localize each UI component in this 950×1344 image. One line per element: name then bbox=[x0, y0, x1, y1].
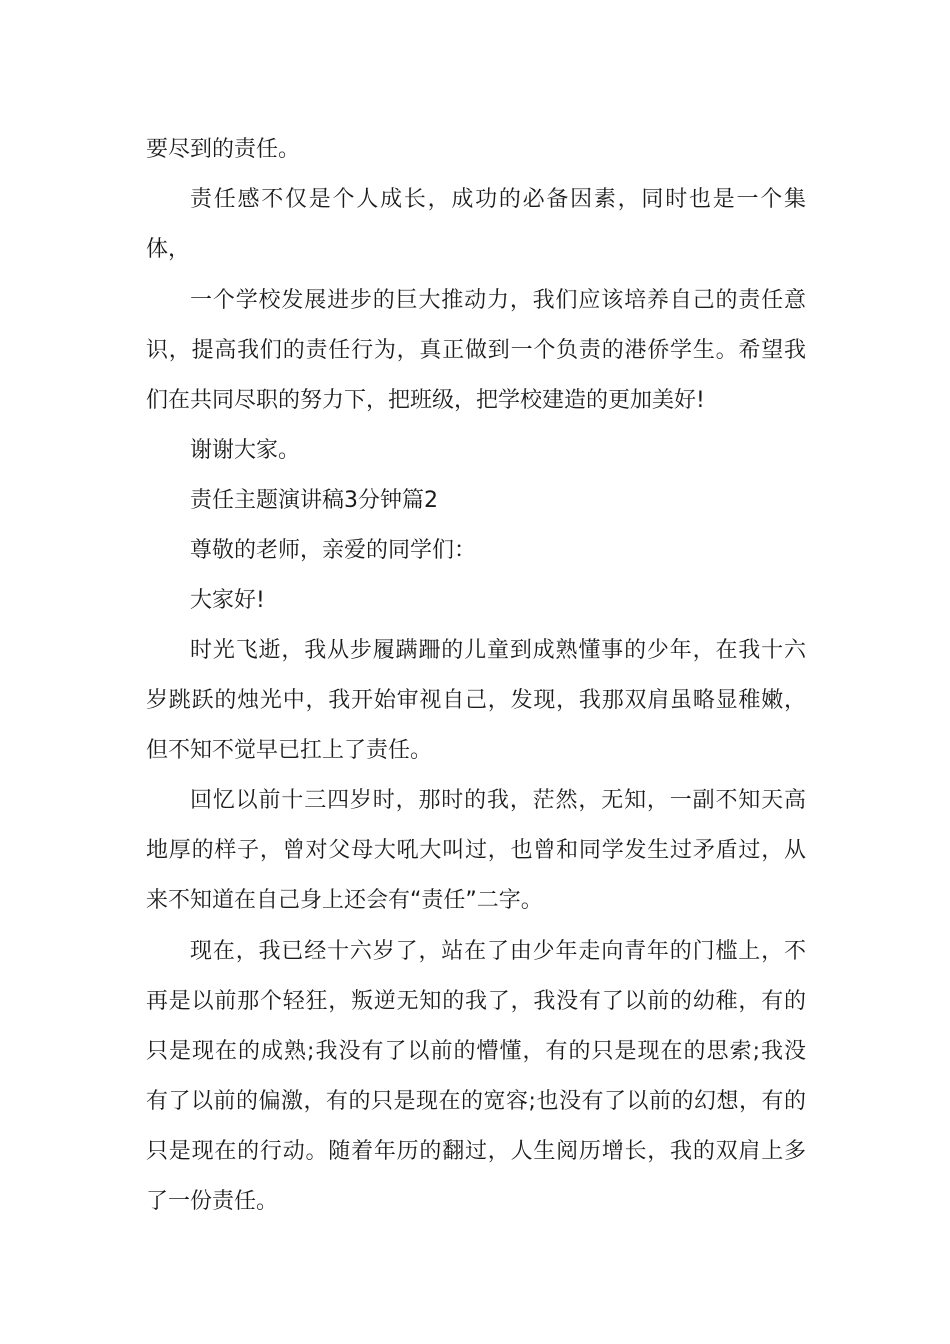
text-line: 谢谢大家。 bbox=[190, 438, 301, 463]
text-line: 有了以前的偏激，有的只是现在的宽容;也没有了以前的幻想，有的 bbox=[146, 1089, 806, 1114]
text-line: 了一份责任。 bbox=[146, 1189, 279, 1214]
text-line: 再是以前那个轻狂，叛逆无知的我了，我没有了以前的幼稚，有的 bbox=[146, 989, 806, 1014]
text-line: 尊敬的老师，亲爱的同学们： bbox=[190, 538, 477, 563]
text-line: 体， bbox=[146, 237, 191, 262]
text-line: 现在，我已经十六岁了，站在了由少年走向青年的门槛上，不 bbox=[190, 939, 806, 964]
text-line: 回忆以前十三四岁时，那时的我，茫然，无知，一副不知天高 bbox=[190, 788, 806, 813]
text-line: 地厚的样子，曾对父母大吼大叫过，也曾和同学发生过矛盾过，从 bbox=[146, 838, 806, 863]
text-line: 大家好! bbox=[190, 588, 265, 613]
text-line: 责任感不仅是个人成长，成功的必备因素，同时也是一个集 bbox=[190, 187, 806, 212]
section-heading: 责任主题演讲稿3分钟篇2 bbox=[190, 488, 438, 513]
text-line: 岁跳跃的烛光中，我开始审视自己，发现，我那双肩虽略显稚嫩， bbox=[146, 688, 806, 713]
text-line: 识，提高我们的责任行为，真正做到一个负责的港侨学生。希望我 bbox=[146, 338, 806, 363]
text-line: 时光飞逝，我从步履蹒跚的儿童到成熟懂事的少年，在我十六 bbox=[190, 638, 806, 663]
text-line: 要尽到的责任。 bbox=[146, 137, 301, 162]
text-line: 只是现在的成熟;我没有了以前的懵懂，有的只是现在的思索;我没 bbox=[146, 1039, 806, 1064]
text-line: 们在共同尽职的努力下，把班级，把学校建造的更加美好! bbox=[146, 388, 705, 413]
text-line: 来不知道在自己身上还会有“责任”二字。 bbox=[146, 888, 543, 913]
text-line: 只是现在的行动。随着年历的翻过，人生阅历增长，我的双肩上多 bbox=[146, 1139, 806, 1164]
text-line: 但不知不觉早已扛上了责任。 bbox=[146, 738, 433, 763]
text-line: 一个学校发展进步的巨大推动力，我们应该培养自己的责任意 bbox=[190, 288, 806, 313]
